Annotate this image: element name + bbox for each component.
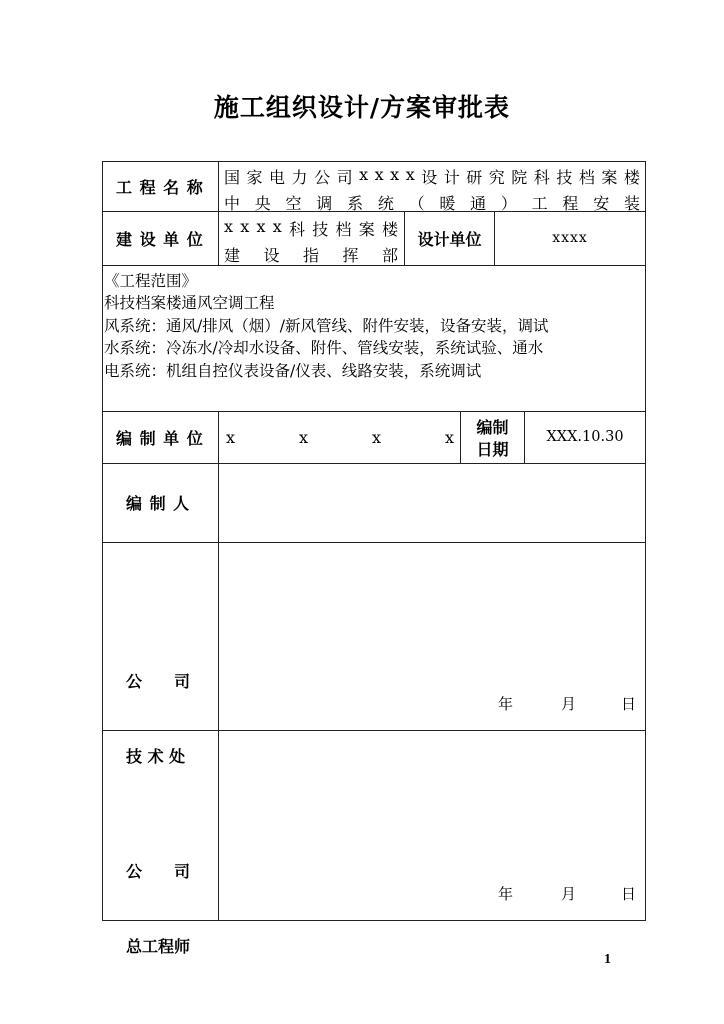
construction-unit-char: 指 [302, 246, 319, 265]
construction-unit-char: x [224, 217, 234, 236]
year-label: 年 [498, 885, 514, 903]
project-name-char: 调 [316, 194, 333, 213]
col-divider [218, 161, 219, 265]
compile-date-value: XXX.10.30 [546, 429, 624, 445]
project-name-char: 技 [556, 168, 573, 187]
day-label: 日 [621, 695, 637, 713]
construction-unit-char: 科 [289, 220, 306, 239]
construction-unit-char: 部 [381, 246, 398, 265]
scope-line: 水系统：冷冻水/冷却水设备、附件、管线安装，系统试验、通水 [104, 339, 544, 357]
construction-unit-char: x [272, 217, 282, 236]
project-name-char: 力 [291, 168, 308, 187]
design-unit-value: xxxx [552, 230, 588, 246]
project-name-char: 通 [470, 194, 487, 213]
project-name-char: （ [408, 194, 425, 213]
project-name-char: 设 [421, 168, 438, 187]
page-title: 施工组织设计/方案审批表 [213, 93, 511, 122]
year-label: 年 [498, 695, 514, 713]
construction-unit-char: 案 [358, 220, 375, 239]
project-name-char: 装 [623, 194, 640, 213]
compile-unit-char: x [444, 427, 454, 447]
construction-unit-line-1 [224, 217, 398, 240]
project-name-char: 工 [531, 194, 548, 213]
project-name-char: 司 [336, 168, 353, 187]
project-name-label: 工 程 名 称 [116, 177, 204, 197]
project-name-char: 家 [246, 168, 263, 187]
design-unit-label: 设计单位 [417, 229, 482, 249]
project-name-char: 档 [578, 168, 595, 187]
compile-date-label-line-2: 日期 [476, 440, 509, 459]
construction-unit-label: 建 设 单 位 [116, 229, 204, 249]
construction-unit-char: 设 [263, 246, 280, 265]
construction-unit-char: x [240, 217, 250, 236]
compile-unit-char: x [226, 427, 236, 447]
project-name-char: 中 [224, 194, 241, 213]
project-name-line-1 [224, 165, 640, 188]
table-border-left [102, 161, 103, 921]
page-number: 1 [604, 952, 611, 967]
construction-unit-char: x [256, 217, 266, 236]
tech-dept-date [498, 693, 636, 714]
construction-unit-line-2 [224, 243, 398, 266]
project-name-char: 公 [314, 168, 331, 187]
project-name-char: x [390, 165, 400, 184]
scope-line: 电系统：机组自控仪表设备/仪表、线路安装，系统调试 [104, 361, 482, 380]
construction-unit-char: 楼 [381, 220, 398, 239]
compile-unit-char: x [371, 427, 381, 447]
project-name-char: 楼 [623, 168, 640, 187]
scope-line: 风系统：通风/排风（烟）/新风管线、附件安装，设备安装，调试 [104, 316, 549, 335]
approval-form-table [102, 161, 646, 956]
project-name-char: 研 [466, 168, 483, 187]
construction-unit-char: 挥 [342, 246, 359, 265]
compile-date-label [461, 417, 524, 461]
project-name-char: 系 [347, 194, 364, 213]
construction-unit-char: 技 [312, 220, 329, 239]
project-name-char: 科 [533, 168, 550, 187]
project-name-char: 暖 [439, 194, 456, 213]
project-name-char: x [374, 165, 384, 184]
scope-line: 科技档案楼通风空调工程 [104, 294, 275, 312]
compiler-label: 编 制 人 [126, 494, 191, 513]
compile-unit-value [226, 411, 454, 463]
project-name-char: 安 [593, 194, 610, 213]
project-name-char: ） [500, 194, 517, 213]
project-name-char: 程 [562, 194, 579, 213]
chief-engineer-label [126, 809, 190, 1009]
construction-unit-char: 档 [335, 220, 352, 239]
month-label: 月 [561, 885, 577, 903]
project-name-value [224, 165, 640, 214]
table-border-right [645, 161, 646, 921]
compile-unit-value-chars [226, 428, 454, 447]
project-name-char: 院 [511, 168, 528, 187]
chief-engineer-date [498, 883, 636, 904]
tech-dept-label [126, 619, 190, 819]
construction-unit-char: 建 [224, 246, 241, 265]
project-name-char: 究 [488, 168, 505, 187]
project-name-char: 计 [443, 168, 460, 187]
project-name-char: 统 [377, 194, 394, 213]
compile-date-label-line-1: 编制 [476, 418, 509, 437]
project-name-char: 国 [224, 168, 241, 187]
tech-dept-label-line-2: 技 术 处 [126, 747, 186, 766]
month-label: 月 [561, 695, 577, 713]
compile-unit-label: 编 制 单 位 [116, 428, 204, 448]
project-name-char: 央 [254, 194, 271, 213]
project-name-char: 案 [601, 168, 618, 187]
project-name-char: 空 [285, 194, 302, 213]
scope-lines [104, 292, 644, 382]
project-name-char: x [359, 165, 369, 184]
chief-engineer-label-line-1: 公 司 [126, 862, 191, 881]
compile-unit-char: x [298, 427, 309, 447]
scope-heading: 《工程范围》 [104, 272, 198, 290]
construction-unit-value [224, 217, 398, 266]
tech-dept-label-line-1: 公 司 [126, 672, 191, 691]
day-label: 日 [621, 885, 637, 903]
compiler-signature-area[interactable] [219, 464, 645, 542]
chief-engineer-label-line-2: 总工程师 [126, 937, 191, 956]
project-name-char: x [405, 165, 415, 184]
project-name-char: 电 [269, 168, 286, 187]
